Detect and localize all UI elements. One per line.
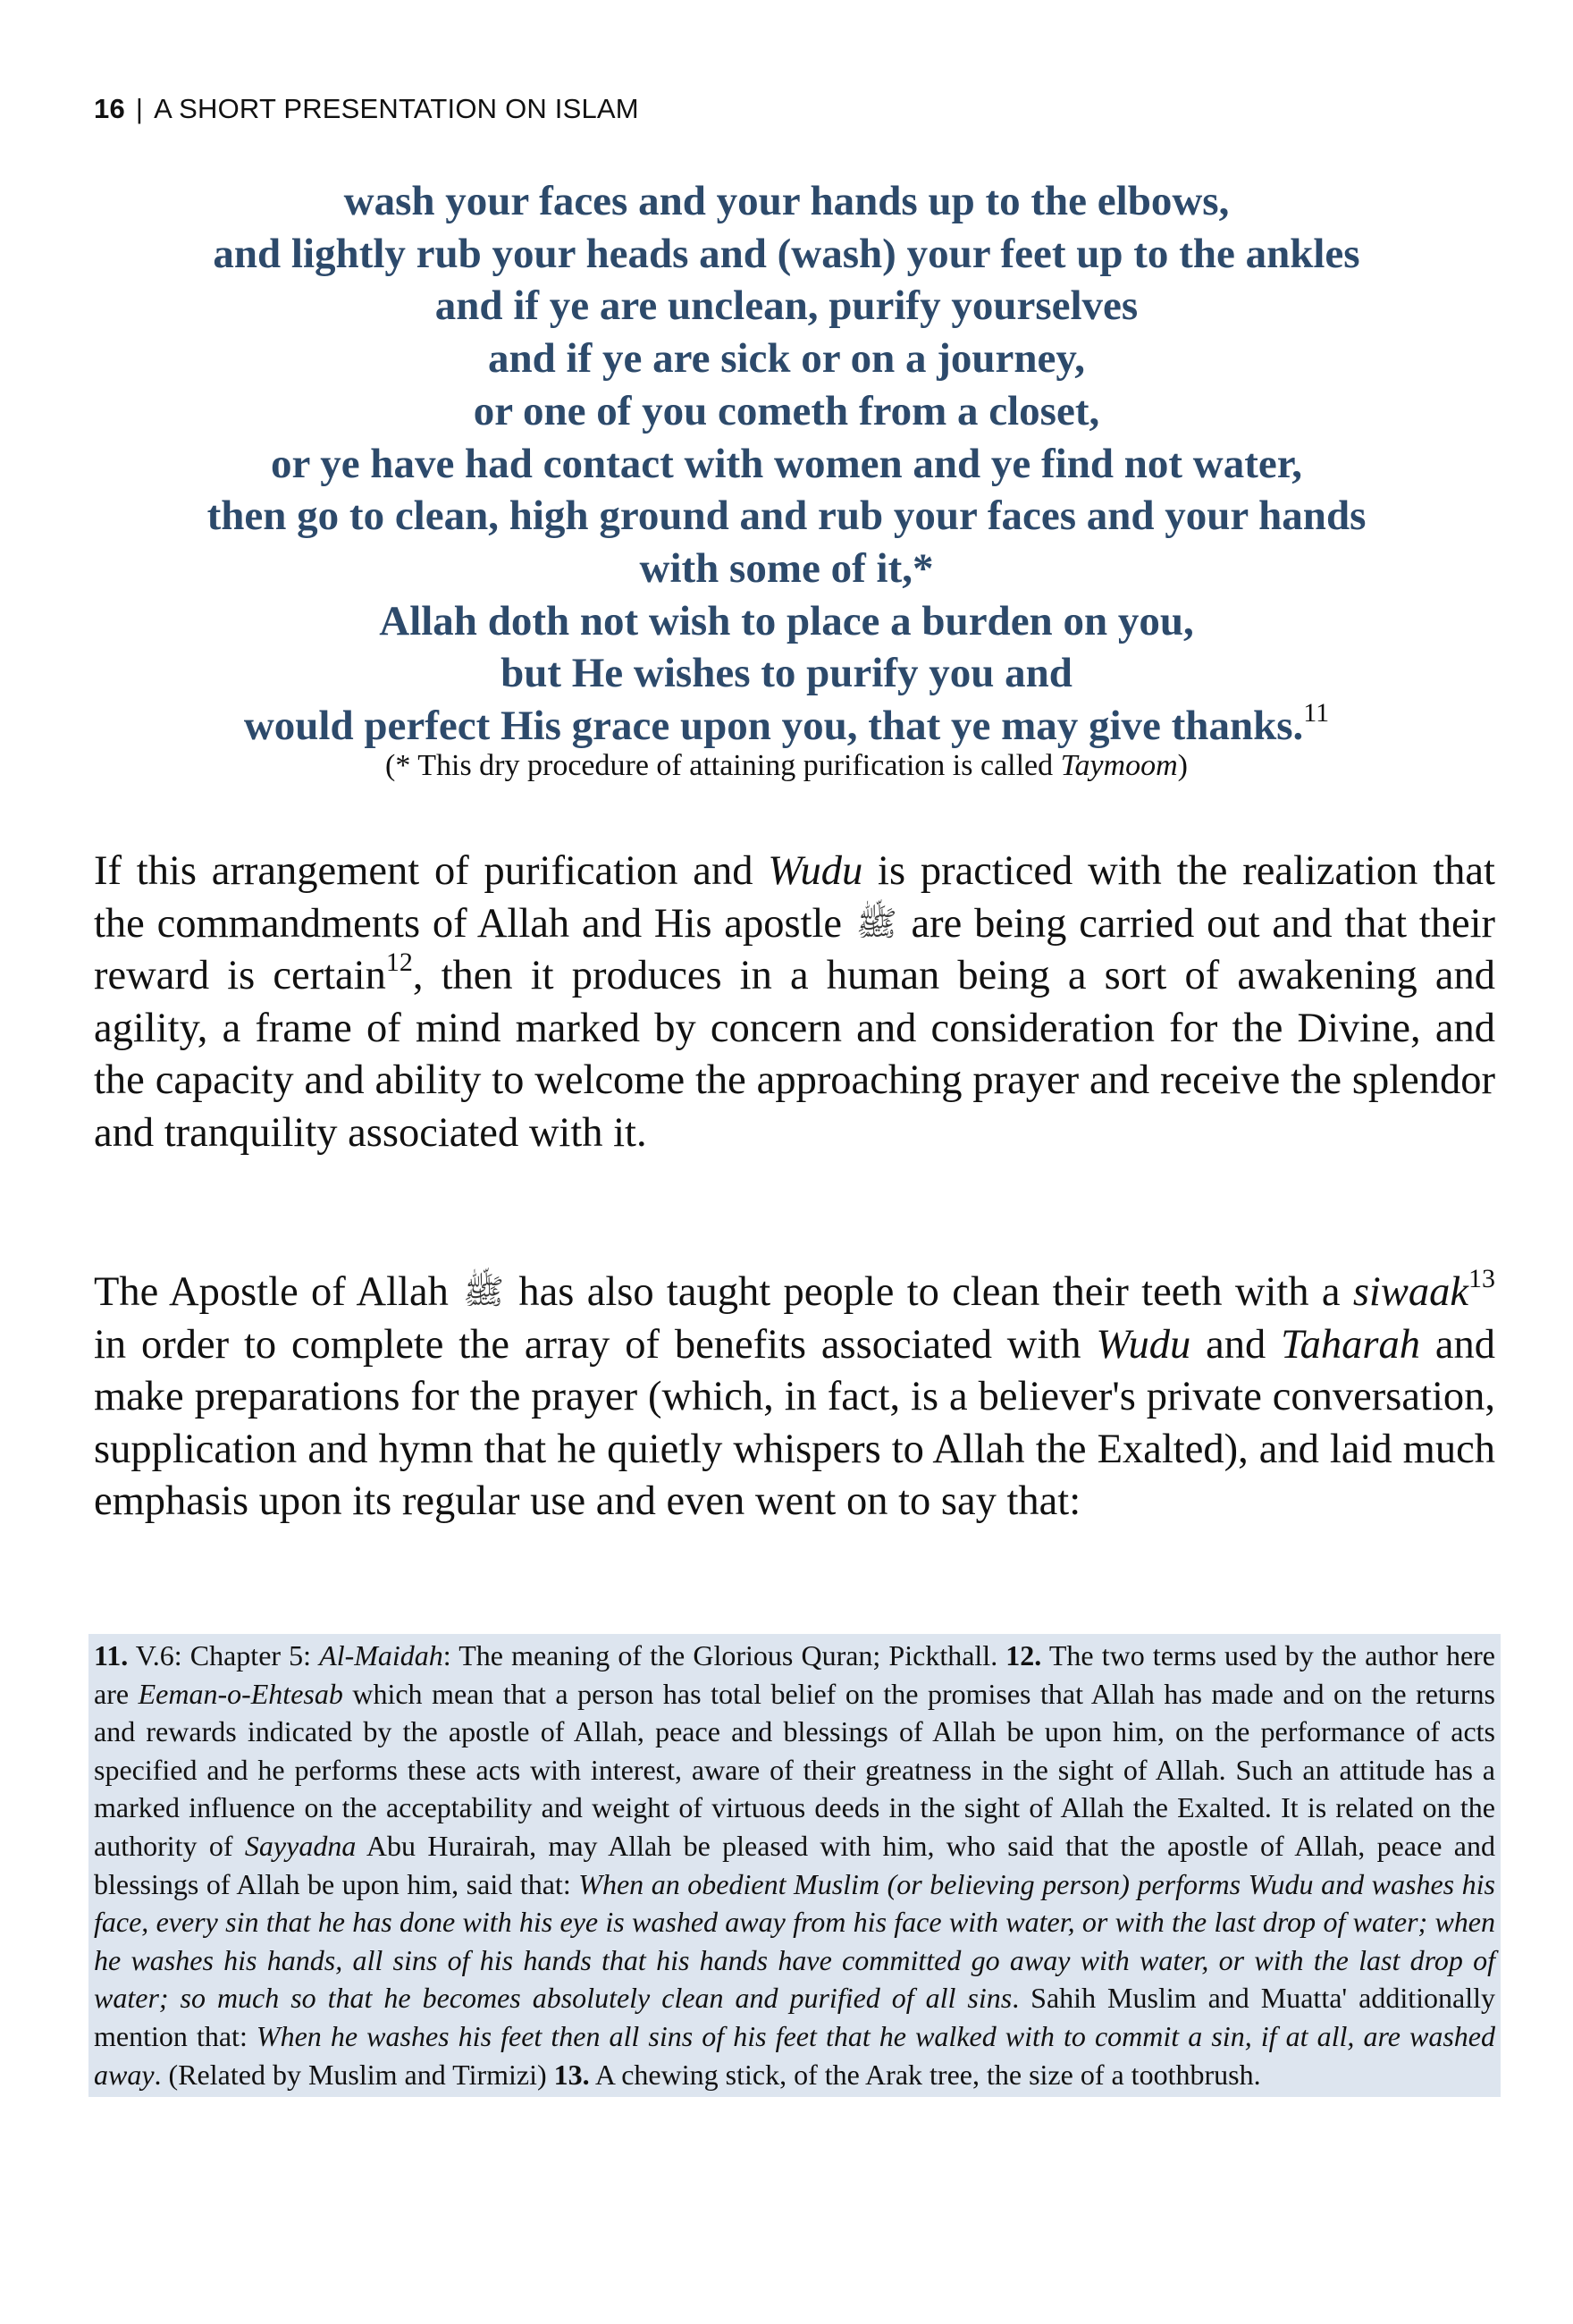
footnote-text: : The meaning of the Glorious Quran; Pickthall. (442, 1639, 1006, 1671)
note-suffix: ) (1177, 749, 1188, 782)
footnote-text: which mean that a person has total belief on the promises that Allah has made and on the returns and rewards indicated by the apostle of Allah, peace and blessings of Allah be upon him, on the performance of acts specified and he performs these acts with interest, aware of their greatness in the sight of Allah. Such an attitude has a marked influence on the acceptability and weight of virtuous deeds in the sight of Allah the Exalted. It is related on the authority of (94, 1677, 1496, 1862)
verse-line: Allah doth not wish to place a burden on you, (379, 597, 1194, 644)
footnote-text: . Sahih Muslim and Muatta' additionally mention that: (94, 1982, 1496, 2052)
header-separator: | (135, 93, 144, 124)
footnote-text: The two terms used by the author here are (94, 1639, 1495, 1710)
text-run: in order to complete the array of benefits associated with (94, 1321, 1097, 1368)
footnote-ref-13: 13 (1468, 1264, 1495, 1293)
text-run: has also taught people to clean their teeth with a (506, 1269, 1353, 1315)
verse-line: or ye have had contact with women and ye find not water, (270, 440, 1303, 487)
book-title: A SHORT PRESENTATION ON ISLAM (154, 93, 639, 124)
footnote-number-13: 13. (553, 2058, 590, 2091)
verse-line: or one of you cometh from a closet, (473, 387, 1100, 434)
text-run: , then it produces in a human being a sort of awakening and agility, a frame of mind marked by concern and consideration for the Divine, and the capacity and ability to welcome the approaching prayer and receive the splendor and tranquility associated with it. (94, 953, 1495, 1156)
footnote-number-11: 11. (94, 1639, 129, 1671)
term-siwaak: siwaak (1352, 1269, 1468, 1315)
footnote-text: . (Related by Muslim and Tirmizi) (154, 2058, 554, 2091)
footnote-text: V.6: Chapter 5: (128, 1639, 320, 1671)
page-number: 16 (94, 93, 125, 124)
body-paragraph-1 (94, 846, 1495, 1160)
verse-line: and if ye are sick or on a journey, (487, 335, 1086, 383)
footnote-text: Abu Hurairah, may Allah be pleased with him, who said that the apostle of Allah, peace and blessings of Allah be upon him, said that: (94, 1829, 1496, 1900)
verse-line: with some of it,* (639, 544, 934, 592)
footnote-number-12: 12. (1005, 1639, 1042, 1671)
note-prefix: (* This dry procedure of attaining purification is called (385, 749, 1061, 782)
footnote-ref-11: 11 (1303, 698, 1330, 728)
hadith-quote: When he washes his feet then all sins of his feet that he walked with to commit a sin, if at all, are washed away (94, 2019, 1496, 2091)
verse-line-text: would perfect His grace upon you, that ye may give thanks. (243, 703, 1304, 750)
text-run: The Apostle of Allah (94, 1269, 462, 1315)
hadith-quote: When an obedient Muslim (or believing person) performs Wudu and washes his face, every sin that he has done with his eye is washed away from his face with water, or with the last drop of water; when he washes his hands, all sins of his hands that his hands have committed go away with water, or with the last drop of water; so much so that he becomes absolutely clean and purified of all sins (94, 1867, 1496, 2015)
verse-line: and if ye are unclean, purify yourselves (434, 282, 1139, 330)
text-run: are being carried out and that their reward is certain (94, 900, 1496, 999)
running-head (94, 93, 639, 125)
salutation-symbol-icon: ﷺ (463, 1274, 505, 1311)
salutation-symbol-icon: ﷺ (855, 905, 897, 943)
verse-line: then go to clean, high ground and rub your faces and your hands (206, 493, 1367, 540)
text-run: and make preparations for the prayer (which, in fact, is a believer's private conversation, supplication and hymn that he quietly whispers to Allah the Exalted), and laid much emphasis upon its regular use and even went on to say that: (94, 1321, 1495, 1525)
verse-line: wash your faces and your hands up to the elbows, (343, 178, 1230, 224)
footnote-text: A chewing stick, of the Arak tree, the size of a toothbrush. (589, 2058, 1261, 2091)
note-term: Taymoom (1060, 749, 1178, 782)
verse-line: but He wishes to purify you and (500, 650, 1072, 697)
body-paragraph-2 (94, 1264, 1495, 1528)
term-taharah: Taharah (1281, 1321, 1421, 1368)
text-run: If this arrangement of purification and (94, 848, 769, 894)
footnote-ref-12: 12 (385, 947, 413, 978)
term-eeman: Eeman-o-Ehtesab (138, 1677, 343, 1710)
footnotes-box (88, 1634, 1501, 2097)
verse-line-last (89, 700, 1484, 753)
term-wudu: Wudu (1096, 1321, 1191, 1368)
term-wudu: Wudu (768, 848, 863, 894)
verse-line: and lightly rub your heads and (wash) your feet up to the ankles (213, 230, 1360, 277)
term-sayyadna: Sayyadna (244, 1829, 357, 1862)
text-run: and (1190, 1321, 1282, 1368)
quran-verse-block (89, 175, 1484, 753)
text-run: is practiced with the realization that the commandments of Allah and His apostle (94, 848, 1495, 947)
surah-title: Al-Maidah (319, 1639, 443, 1671)
tayammum-note (89, 749, 1484, 783)
